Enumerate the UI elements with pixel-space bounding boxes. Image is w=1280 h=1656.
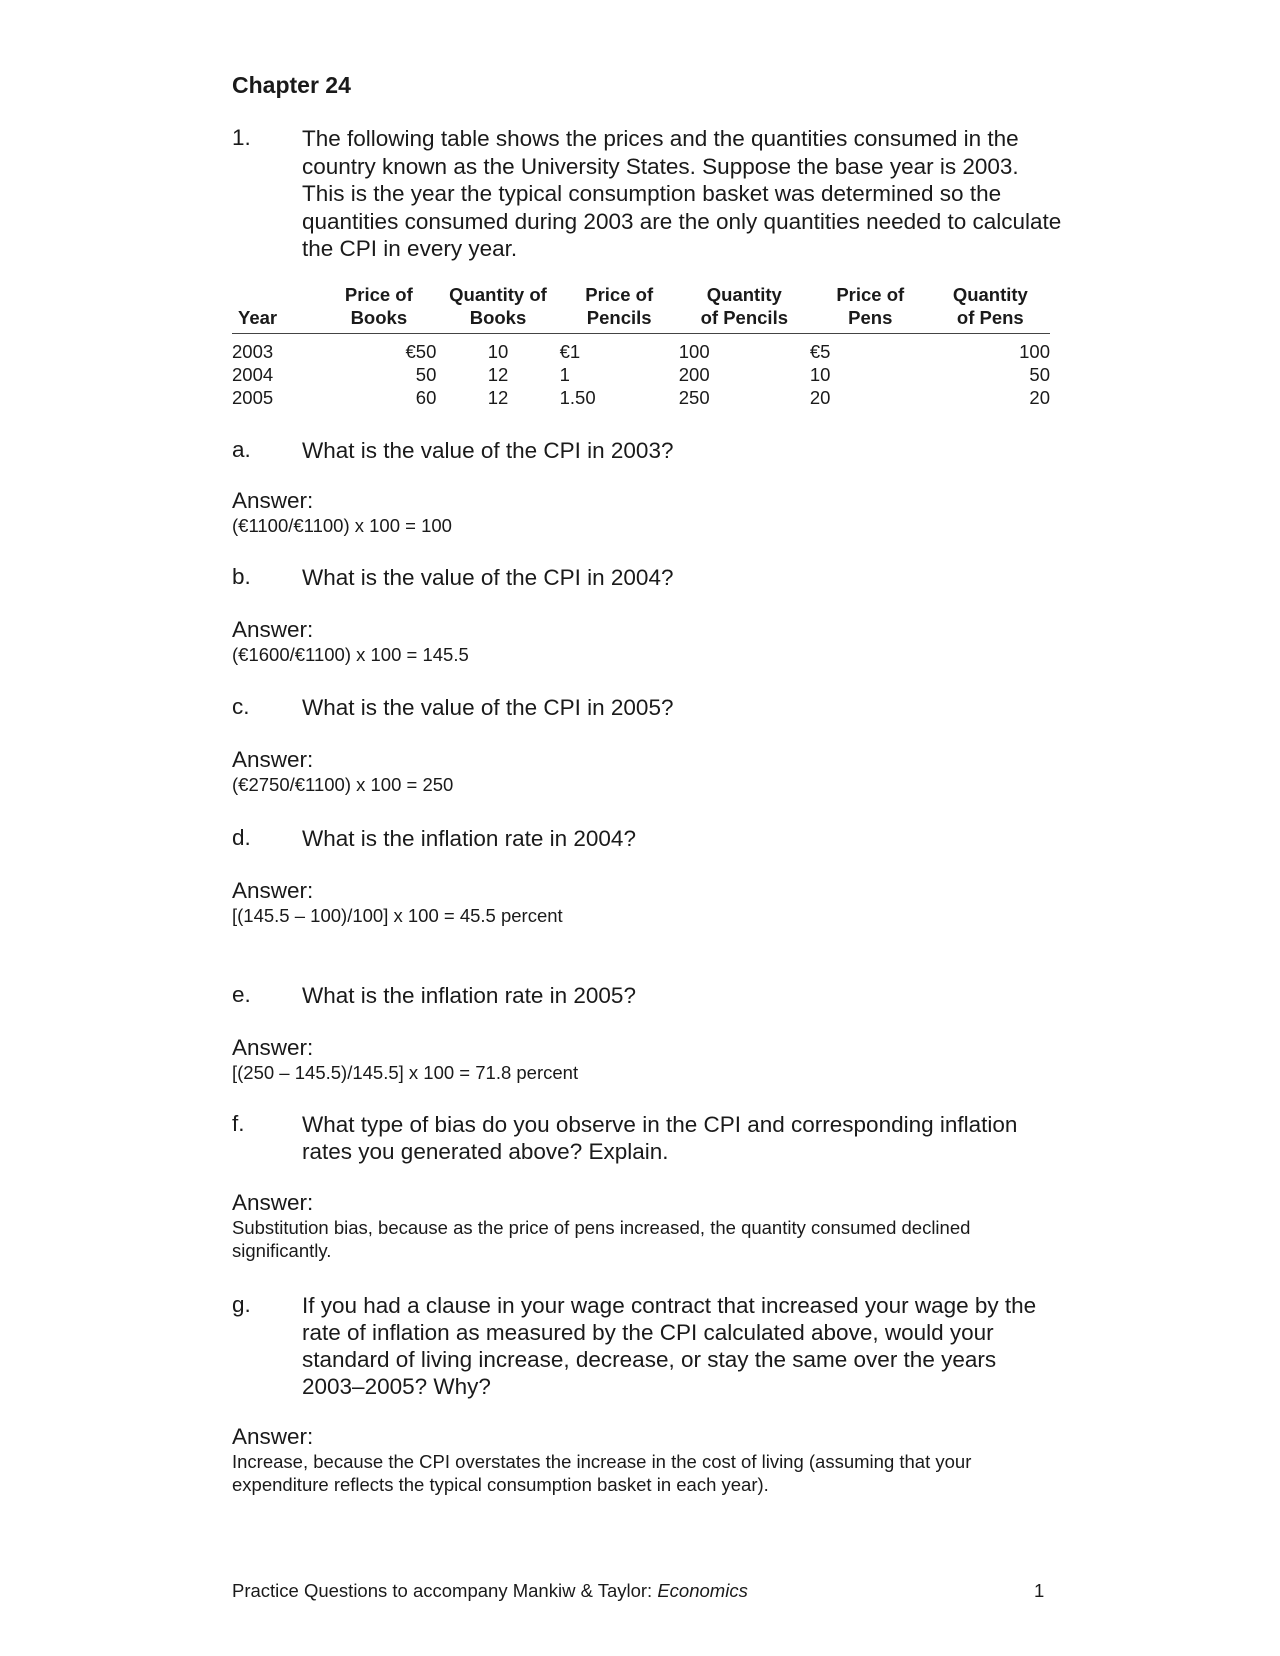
part-g-answer: Increase, because the CPI overstates the increase in the cost of living (assuming that your expenditure reflects the typical consumption basket in each year).	[232, 1451, 972, 1495]
part-e-answer: [(250 – 145.5)/145.5] x 100 = 71.8 percent	[232, 1062, 579, 1083]
part-f-answer: Substitution bias, because as the price of pens increased, the quantity consumed declined significantly.	[232, 1217, 971, 1261]
part-c-answer-label: Answer:	[232, 747, 314, 772]
part-f-letter: f.	[232, 1111, 245, 1136]
part-b-letter: b.	[232, 564, 251, 589]
cell-year: 2005	[232, 387, 274, 408]
part-a-answer: (€1100/€1100) x 100 = 100	[232, 515, 452, 536]
part-a-answer-label: Answer:	[232, 488, 314, 513]
cell-qty-pens: 20	[1029, 387, 1050, 408]
cell-price-pens: €5	[809, 341, 831, 362]
cell-qty-pencils: 100	[678, 341, 710, 362]
cell-price-books: €50	[405, 341, 437, 362]
part-f-question: What type of bias do you observe in the CPI and corresponding inflation rates you generated above? Explain.	[302, 1112, 1018, 1164]
part-b-question: What is the value of the CPI in 2004?	[302, 565, 674, 590]
part-g-question: If you had a clause in your wage contract that increased your wage by the rate of inflation as measured by the CPI calculated above, would your standard of living increase, decrease, or stay the same over the years 2003–2005? Why?	[302, 1293, 1037, 1399]
part-g-answer-label: Answer:	[232, 1424, 314, 1449]
table-row	[232, 334, 1050, 364]
header-qty-pencils: Quantity of Pencils	[679, 283, 810, 334]
cell-qty-pencils: 250	[678, 387, 710, 408]
part-d-question: What is the inflation rate in 2004?	[302, 826, 636, 851]
price-quantity-table	[232, 283, 1050, 409]
part-b-answer-label: Answer:	[232, 617, 314, 642]
part-c-question: What is the value of the CPI in 2005?	[302, 695, 674, 720]
part-c-answer: (€2750/€1100) x 100 = 250	[232, 774, 454, 795]
header-price-pens: Price of Pens	[810, 283, 931, 334]
cell-price-pens: 20	[809, 387, 831, 408]
cell-price-pencils: €1	[559, 341, 581, 362]
header-price-books: Price of Books	[321, 283, 436, 334]
part-d-answer: [(145.5 – 100)/100] x 100 = 45.5 percent	[232, 905, 563, 926]
header-qty-books: Quantity of Books	[436, 283, 559, 334]
table-row	[232, 363, 1050, 386]
header-year: Year	[232, 283, 321, 334]
question-number: 1.	[232, 125, 251, 150]
table-row	[232, 386, 1050, 409]
cell-price-books: 60	[415, 387, 437, 408]
part-a-question: What is the value of the CPI in 2003?	[302, 438, 674, 463]
cell-price-pens: 10	[809, 364, 831, 385]
part-a-letter: a.	[232, 437, 251, 462]
part-e-answer-label: Answer:	[232, 1035, 314, 1060]
part-e-letter: e.	[232, 982, 251, 1007]
part-d-answer-label: Answer:	[232, 878, 314, 903]
part-b-answer: (€1600/€1100) x 100 = 145.5	[232, 644, 469, 665]
cell-qty-pens: 100	[1019, 341, 1050, 362]
header-price-pencils: Price of Pencils	[560, 283, 679, 334]
cell-qty-pencils: 200	[678, 364, 710, 385]
cell-price-pencils: 1.50	[559, 387, 596, 408]
cell-qty-books: 10	[487, 341, 509, 362]
header-qty-pens: Quantity of Pens	[931, 283, 1050, 334]
part-g-letter: g.	[232, 1292, 251, 1317]
question-intro: The following table shows the prices and the quantities consumed in the country known as the University States. Suppose the base year is 2003. This is the year the typical consumption basket was determined so the quantities consumed during 2003 are the only quantities needed to calculate the CPI in every year.	[302, 126, 1062, 261]
table-header-row	[232, 283, 1050, 334]
page-number: 1	[1034, 1580, 1045, 1601]
cell-price-books: 50	[415, 364, 437, 385]
cell-year: 2004	[232, 364, 274, 385]
part-e-question: What is the inflation rate in 2005?	[302, 983, 636, 1008]
part-d-letter: d.	[232, 825, 251, 850]
footer-text: Practice Questions to accompany Mankiw & Taylor:	[232, 1580, 658, 1601]
chapter-title: Chapter 24	[232, 72, 351, 98]
cell-qty-pens: 50	[1029, 364, 1050, 385]
footer-book-title: Economics	[657, 1580, 748, 1601]
part-f-answer-label: Answer:	[232, 1190, 314, 1215]
cell-year: 2003	[232, 341, 274, 362]
cell-qty-books: 12	[487, 364, 509, 385]
cell-qty-books: 12	[487, 387, 509, 408]
cell-price-pencils: 1	[559, 364, 570, 385]
page-footer	[232, 1580, 748, 1602]
part-c-letter: c.	[232, 694, 250, 719]
